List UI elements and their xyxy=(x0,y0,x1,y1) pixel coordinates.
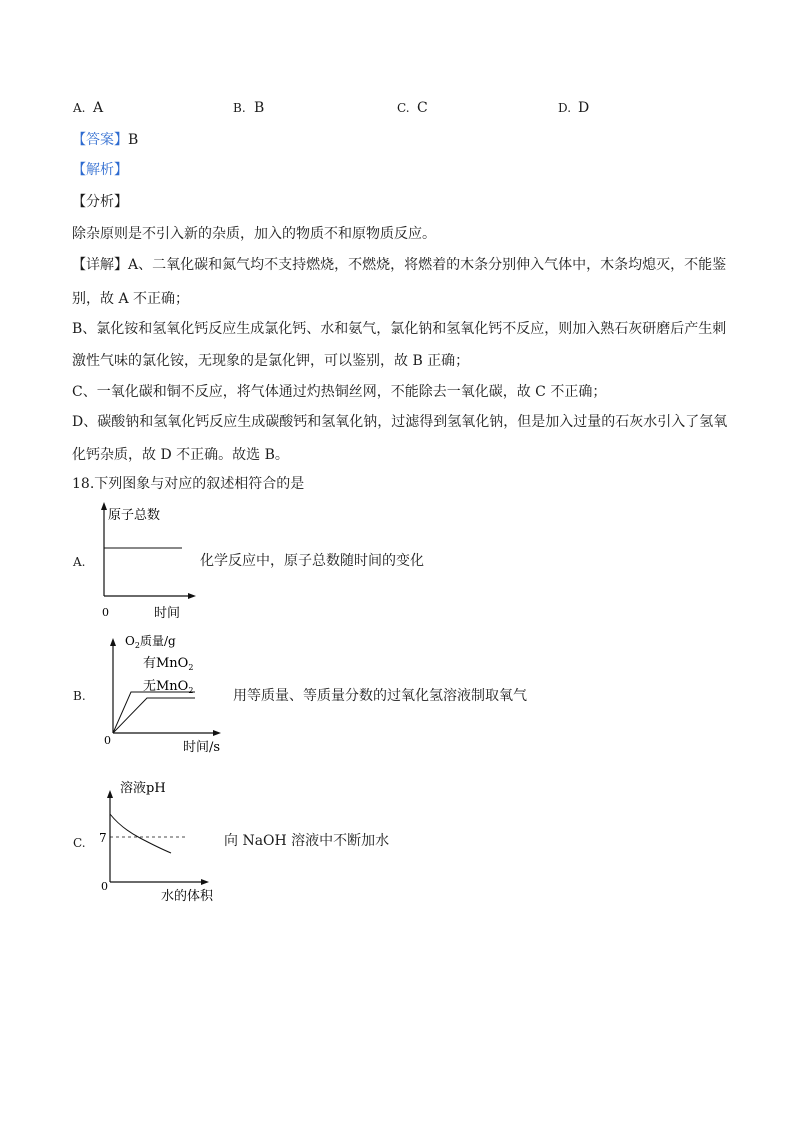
graph-c-ylabel: 溶液pH xyxy=(120,781,166,796)
graph-a-xlabel: 时间 xyxy=(154,606,181,621)
answer-value: B xyxy=(128,132,139,148)
option-d-label: D. xyxy=(558,101,572,115)
graph-c-desc: 向 NaOH 溶液中不断加水 xyxy=(224,833,390,849)
graph-b xyxy=(95,626,230,754)
graph-b-label: B. xyxy=(73,689,86,703)
answer-tag: 【答案】 xyxy=(72,132,128,148)
detail-line-6: D、碳酸钠和氢氧化钙反应生成碳酸钙和氢氧化钠，过滤得到氢氧化钠，但是加入过量的石灰水引入了氢氧 xyxy=(72,414,728,430)
option-a-label: A. xyxy=(73,101,86,115)
graph-c-curve xyxy=(110,814,171,853)
graph-a-desc: 化学反应中，原子总数随时间的变化 xyxy=(200,553,424,569)
graph-c-label: C. xyxy=(73,836,86,850)
graph-b-curve1-label: 有MnO$_2$ xyxy=(143,656,194,672)
detail-text-1: A、二氧化碳和氮气均不支持燃烧，不燃烧，将燃着的木条分别伸入气体中，木条均熄灭，不能鉴 xyxy=(128,257,727,273)
fenxi-tag: 【分析】 xyxy=(72,194,128,210)
graph-b-curve2-label: 无MnO$_2$ xyxy=(143,679,194,695)
option-d-value: D xyxy=(578,100,590,116)
graph-a-origin: 0 xyxy=(102,606,109,619)
graph-c-tick-7: 7 xyxy=(99,831,107,845)
option-c-value: C xyxy=(417,100,428,116)
question-18: 18.下列图象与对应的叙述相符合的是 xyxy=(72,476,305,492)
graph-c-origin: 0 xyxy=(101,880,108,893)
graph-c-x-arrow xyxy=(201,879,209,885)
detail-line-5: C、一氧化碳和铜不反应，将气体通过灼热铜丝网，不能除去一氧化碳，故 C 不正确； xyxy=(72,384,607,400)
option-c-label: C. xyxy=(397,101,410,115)
graph-b-origin: 0 xyxy=(104,734,111,747)
detail-tag: 【详解】 xyxy=(72,257,128,273)
detail-line-7: 化钙杂质，故 D 不正确。故选 B。 xyxy=(72,447,289,463)
option-a-value: A xyxy=(93,100,104,116)
answer-line xyxy=(72,131,138,149)
graph-a-y-arrow xyxy=(101,502,107,510)
fenxi-text: 除杂原则是不引入新的杂质，加入的物质不和原物质反应。 xyxy=(72,226,436,242)
graph-b-ylabel: $O_2$质量/g xyxy=(125,634,176,650)
graph-b-desc: 用等质量、等质量分数的过氧化氢溶液制取氧气 xyxy=(233,688,527,704)
analysis-tag: 【解析】 xyxy=(72,162,128,178)
graph-a-ylabel: 原子总数 xyxy=(108,508,161,523)
graph-a xyxy=(90,500,210,625)
detail-line-3: B、氯化铵和氢氧化钙反应生成氯化钙、水和氨气，氯化钠和氢氧化钙不反应，则加入熟石灰研磨后产生刺 xyxy=(72,321,727,337)
graph-c-y-arrow xyxy=(107,790,113,798)
graph-c-xlabel: 水的体积 xyxy=(161,889,214,904)
graph-c xyxy=(95,776,230,906)
detail-line-4: 激性气味的氯化铵，无现象的是氯化钾，可以鉴别，故 B 正确； xyxy=(72,353,470,369)
detail-line-1 xyxy=(72,256,726,274)
graph-b-curve-without-catalyst xyxy=(113,698,195,733)
graph-a-x-arrow xyxy=(188,593,196,599)
option-b-label: B. xyxy=(233,101,246,115)
detail-line-2: 别，故 A 不正确； xyxy=(72,291,190,307)
graph-a-label: A. xyxy=(73,555,86,569)
option-b-value: B xyxy=(254,100,265,116)
graph-b-xlabel: 时间/s xyxy=(183,740,221,754)
graph-b-y-arrow xyxy=(110,638,116,646)
graph-b-x-arrow xyxy=(213,730,221,736)
